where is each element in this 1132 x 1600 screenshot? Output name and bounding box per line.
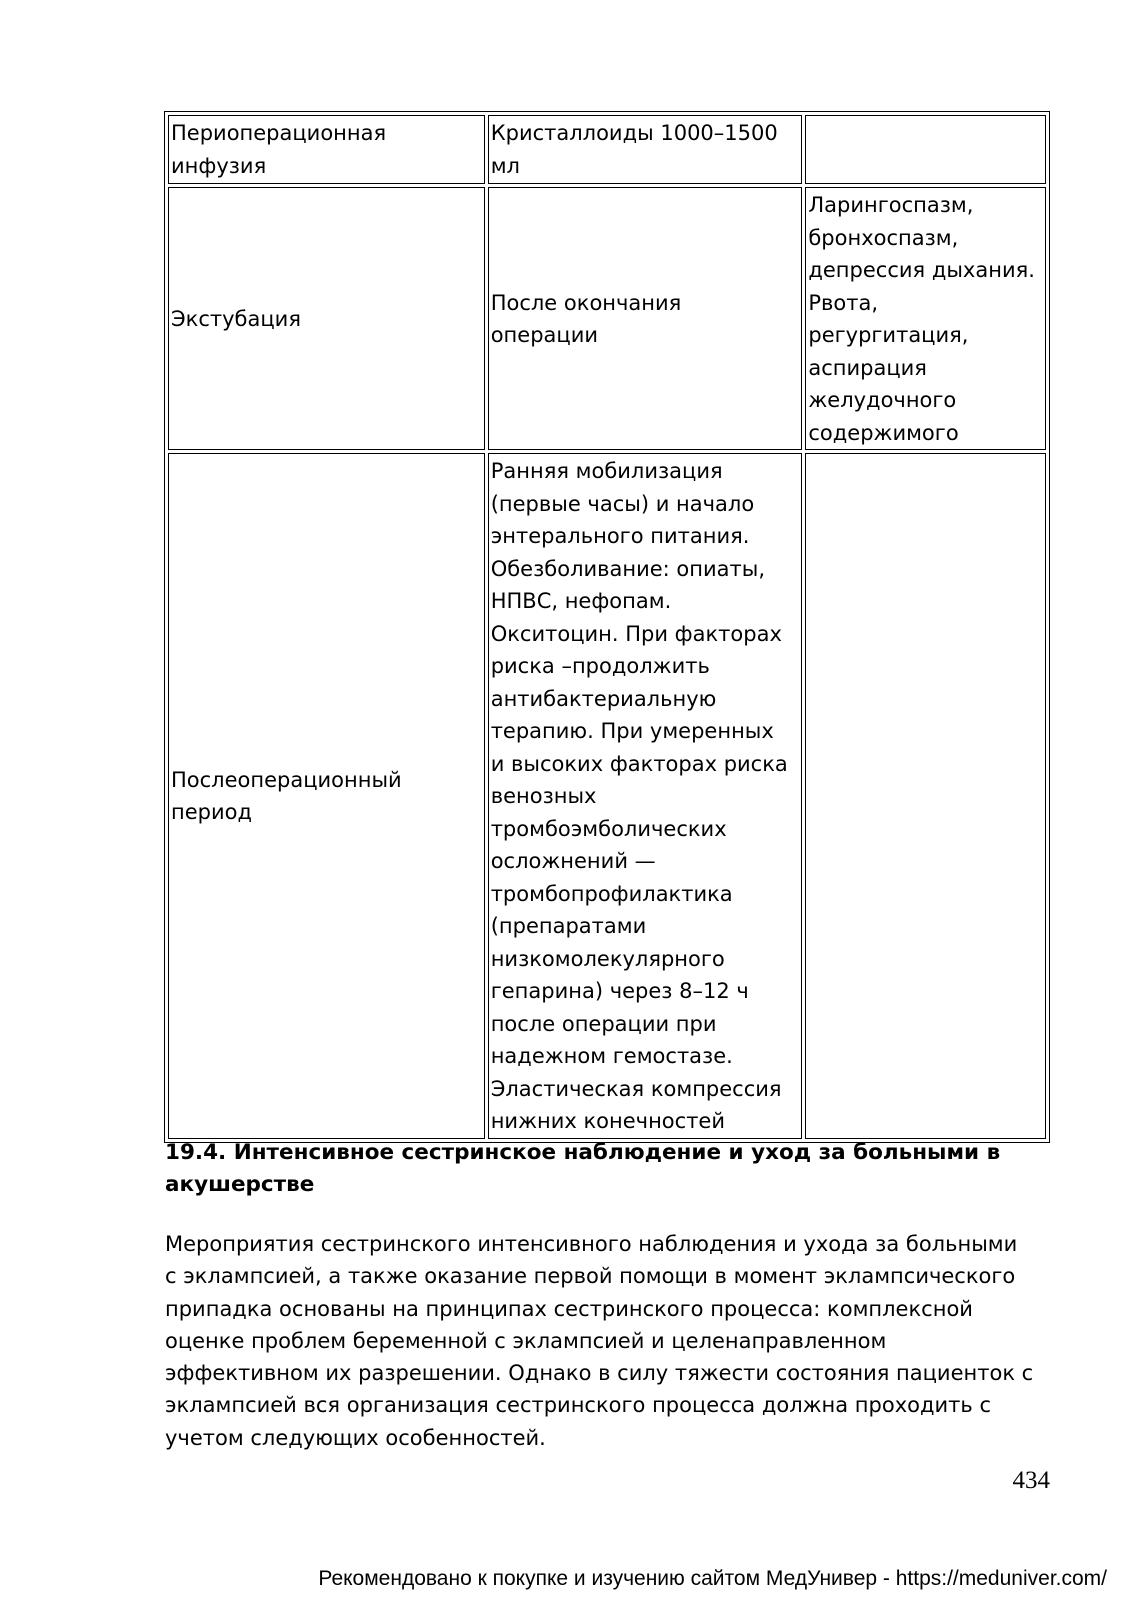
table-cell-stage (168, 187, 485, 450)
table-cell-actions (488, 187, 803, 450)
table-row (168, 187, 1046, 450)
section-paragraph: Мероприятия сестринского интенсивного наблюдения и ухода за больными с эклампсией, а также оказание первой помощи в момент эклампсического припадка основаны на принципах сестринского процесса: комплексной оценке проблем беременной с эклампсией и целенаправленном эффективном их разрешении. Однако в силу тяжести состояния пациенток с эклампсией вся организация сестринского процесса должна проходить с учетом следующих особенностей. (165, 1232, 1034, 1450)
actions-text: Ранняя мобилизация (первые часы) и начало энтерального питания. Обезболивание: опиаты, НПВС, нефопам. Окситоцин. При факторах риска –продолжить антибактериальную терапию. При умеренных и высоких факторах риска венозных тромбоэмболических осложнений — тромбопрофилактика (препаратами низкомолекулярного гепарина) через 8–12 ч после операции при надежном гемостазе. Эластическая компрессия нижних конечностей (490, 459, 788, 1133)
footer-note: Рекомендовано к покупке и изучению сайтом МедУнивер - https://meduniver.com/ (318, 1567, 1107, 1590)
table-cell-stage (168, 115, 485, 184)
actions-text: Кристаллоиды 1000–1500 мл (490, 121, 778, 178)
complications-text: Ларингоспазм, бронхоспазм, депрессия дыхания. Рвота, регургитация, аспирация желудочного содержимого (808, 193, 1035, 445)
table-cell-complications (805, 187, 1046, 450)
anesthesia-stages-table (164, 111, 1050, 1143)
section-heading: 19.4. Интенсивное сестринское наблюдение и уход за больными в акушерстве (165, 1140, 1001, 1197)
table-cell-stage (168, 453, 485, 1139)
table-row (168, 453, 1046, 1139)
table-cell-actions (488, 115, 803, 184)
page-number: 434 (1012, 1467, 1050, 1494)
table-cell-complications (805, 453, 1046, 1139)
stage-text: Послеоперационный период (171, 767, 402, 825)
stage-text: Периоперационная инфузия (171, 121, 387, 178)
stage-text: Экстубация (171, 306, 301, 331)
table-row (168, 115, 1046, 184)
actions-text: После окончания операции (490, 290, 682, 347)
table-cell-complications (805, 115, 1046, 184)
table-cell-actions (488, 453, 803, 1139)
